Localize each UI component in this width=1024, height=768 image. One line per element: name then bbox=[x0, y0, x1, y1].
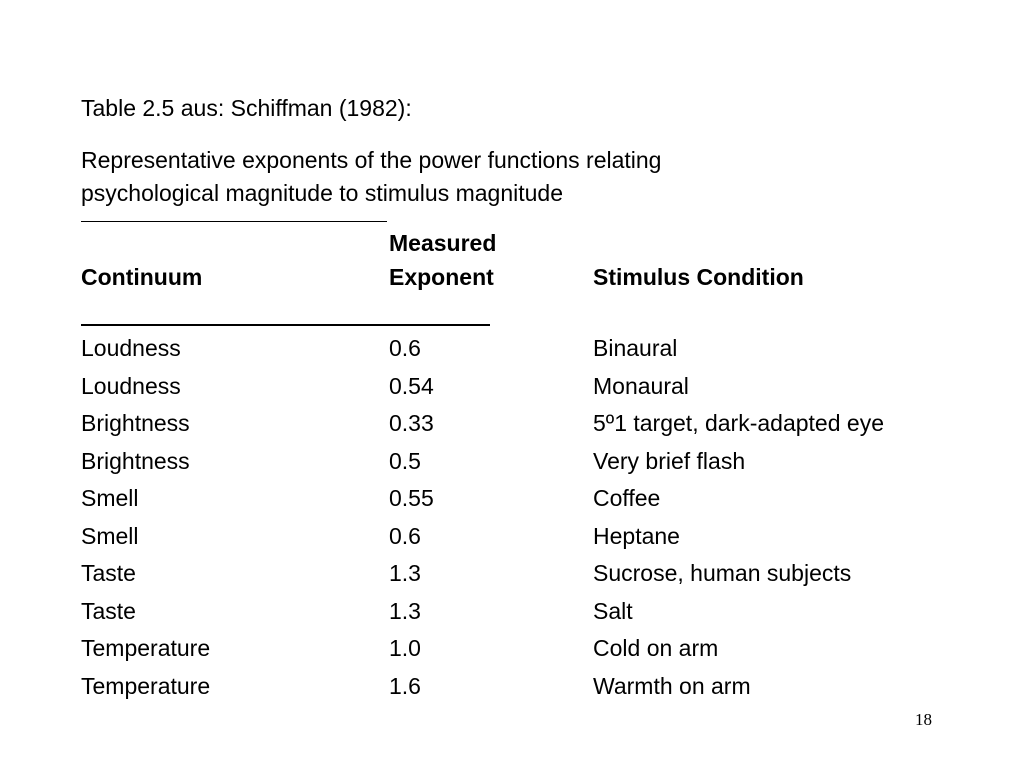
header-stimulus-condition: Stimulus Condition bbox=[593, 264, 804, 290]
cell-condition: 5º1 target, dark-adapted eye bbox=[593, 410, 884, 436]
cell-continuum: Temperature bbox=[81, 672, 211, 699]
table-row bbox=[0, 368, 1024, 406]
table-row bbox=[0, 555, 1024, 593]
cell-exponent: 1.6 bbox=[389, 672, 421, 699]
cell-exponent: 0.54 bbox=[389, 372, 434, 399]
cell-exponent: 0.5 bbox=[389, 447, 421, 474]
cell-continuum: Loudness bbox=[81, 372, 181, 399]
header-exponent-line-1: Measured bbox=[389, 230, 497, 256]
header-continuum: Continuum bbox=[81, 264, 203, 290]
table-row bbox=[0, 630, 1024, 668]
cell-condition: Monaural bbox=[593, 372, 689, 399]
cell-continuum: Brightness bbox=[81, 447, 190, 474]
cell-continuum: Taste bbox=[81, 597, 136, 624]
table-body bbox=[0, 330, 1024, 705]
table-row bbox=[0, 480, 1024, 518]
cell-continuum: Loudness bbox=[81, 335, 181, 361]
cell-condition: Heptane bbox=[593, 522, 680, 549]
slide-heading: Table 2.5 aus: Schiffman (1982): bbox=[81, 95, 412, 121]
caption-line-1: Representative exponents of the power functions relating bbox=[81, 147, 662, 173]
cell-condition: Very brief flash bbox=[593, 447, 746, 474]
cell-condition: Coffee bbox=[593, 485, 661, 511]
table-row bbox=[0, 443, 1024, 481]
header-underline bbox=[81, 324, 490, 326]
cell-exponent: 1.3 bbox=[389, 560, 421, 586]
cell-exponent: 0.55 bbox=[389, 485, 434, 511]
cell-continuum: Smell bbox=[81, 485, 139, 511]
cell-exponent: 1.3 bbox=[389, 597, 421, 624]
cell-condition: Cold on arm bbox=[593, 635, 719, 661]
cell-exponent: 1.0 bbox=[389, 635, 421, 661]
cell-exponent: 0.33 bbox=[389, 410, 434, 436]
top-divider bbox=[81, 221, 387, 222]
cell-continuum: Temperature bbox=[81, 635, 211, 661]
page-number: 18 bbox=[915, 710, 932, 729]
header-exponent-line-2: Exponent bbox=[389, 264, 494, 290]
header-measured-exponent bbox=[389, 226, 496, 294]
cell-exponent: 0.6 bbox=[389, 522, 421, 549]
caption-line-2: psychological magnitude to stimulus magnitude bbox=[81, 180, 563, 206]
cell-condition: Warmth on arm bbox=[593, 672, 751, 699]
table-row bbox=[0, 518, 1024, 556]
cell-exponent: 0.6 bbox=[389, 335, 421, 361]
table-row bbox=[0, 405, 1024, 443]
cell-continuum: Smell bbox=[81, 522, 139, 549]
cell-condition: Sucrose, human subjects bbox=[593, 560, 852, 586]
table-row bbox=[0, 668, 1024, 706]
cell-condition: Binaural bbox=[593, 335, 678, 361]
cell-continuum: Taste bbox=[81, 560, 136, 586]
table-row bbox=[0, 593, 1024, 631]
table-row bbox=[0, 330, 1024, 368]
cell-condition: Salt bbox=[593, 597, 633, 624]
table-caption bbox=[81, 144, 861, 210]
cell-continuum: Brightness bbox=[81, 410, 190, 436]
